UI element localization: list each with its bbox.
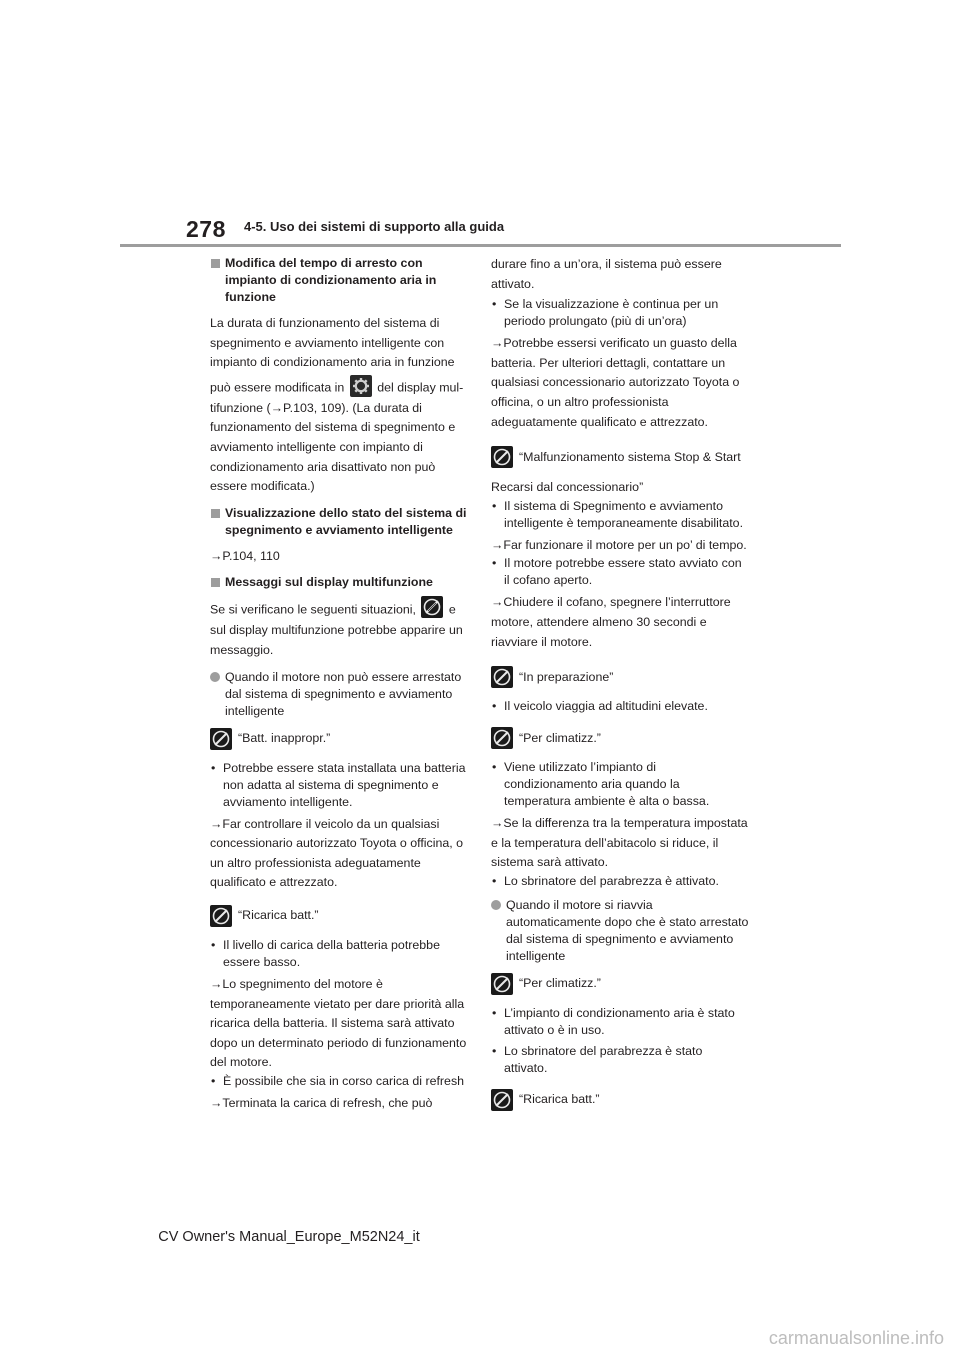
bullet-system-disabled: • Il sistema di Spegnimento e avviamento intelligente è temporaneamente disabilitato. (491, 498, 749, 532)
warning-icon (491, 666, 513, 688)
warning-icon (210, 728, 232, 750)
paragraph-messages-b: sul display multifunzione potrebbe apparire un messaggio. (210, 623, 463, 657)
square-bullet-icon (211, 259, 220, 268)
paragraph-page-ref: →P.104, 110 (210, 548, 280, 563)
gear-icon (350, 375, 372, 397)
warning-icon (491, 727, 513, 749)
remedy-check-vehicle: →Far controllare il veicolo da un qualsiasi concessionario autorizzato Toyota o officina, o un altro professionista adeguatamente qualificato e attrezzato. (210, 816, 464, 890)
heading-stop-time: Modifica del tempo di arresto con impianto di condizionamento aria in funzione (210, 255, 468, 306)
message-in-preparazione: “In preparazione” (491, 666, 749, 688)
heading-status-display: Visualizzazione dello stato del sistema di spegnimento e avviamento intelligente (210, 505, 468, 539)
bullet-defroster-on: • Lo sbrinatore del parabrezza è attivato. (491, 873, 749, 890)
bullet-charge-low: • Il livello di carica della batteria potrebbe essere basso. (210, 937, 468, 971)
heading-messages: Messaggi sul display multifunzione (210, 574, 468, 591)
message-per-climatizz-1: “Per climatizz.” (491, 727, 749, 749)
bullet-high-altitude: • Il veicolo viaggia ad altitudini elevate. (491, 698, 749, 715)
square-bullet-icon (211, 578, 220, 587)
paragraph-stop-time-a: La durata di funzionamento del sistema di spegnimento e avviamento intelligente con impianto di condizionamento aria in funzione (210, 316, 455, 370)
header-rule (120, 244, 841, 247)
bullet-continuous-display: • Se la visualizzazione è continua per un periodo prolungato (più di un’ora) (491, 296, 749, 330)
bullet-ac-in-use: • Viene utilizzato l’impianto di condizionamento aria quando la temperatura ambiente è alta o bassa. (491, 759, 749, 810)
remedy-run-engine: →Far funzionare il motore per un po’ di tempo. (491, 537, 747, 552)
page-number: 278 (186, 216, 226, 242)
footer-manual-id: CV Owner's Manual_Europe_M52N24_it (158, 1229, 420, 1245)
round-bullet-icon (210, 672, 220, 682)
bullet-hood-open: • Il motore potrebbe essere stato avviato con il cofano aperto. (491, 555, 749, 589)
square-bullet-icon (211, 509, 220, 518)
paragraph-messages-intro: Se si verificano le seguenti situazioni, e (210, 599, 468, 621)
warning-icon (210, 905, 232, 927)
round-bullet-icon (491, 900, 501, 910)
warning-icon (491, 1089, 513, 1111)
watermark: carmanualsonline.info (768, 1328, 944, 1348)
paragraph-stop-time-c: tifunzione (→P.103, 109). (La durata di funzionamento del sistema di spegnimento e avviamento intelligente con impianto di condizionamento aria disattivato non può essere modificata.) (210, 400, 456, 494)
remedy-refresh-end: →Terminata la carica di refresh, che può (210, 1095, 433, 1110)
bullet-ac-activated: • L’impianto di condizionamento aria è stato attivato o è in uso. (491, 1005, 749, 1039)
remedy-temperature-diff: →Se la differenza tra la temperatura impostata e la temperatura dell’abitacolo si riduce, il sistema sarà attivato. (491, 816, 748, 870)
message-batt-inappropr: “Batt. inappropr.” (210, 728, 468, 750)
message-ricarica-batt-2: “Ricarica batt.” (491, 1089, 749, 1111)
page-footer (0, 1229, 960, 1245)
dot-item-auto-restart: Quando il motore si riavvia automaticamente dopo che è stato arrestato dal sistema di spegnimento e avviamento intelligente (491, 897, 749, 965)
dot-item-engine-not-stop: Quando il motore non può essere arrestato dal sistema di spegnimento e avviamento intelligente (210, 669, 468, 720)
right-column (491, 255, 749, 1121)
paragraph-stop-time-b: può essere modificata in del display mul- (210, 377, 468, 399)
section-title: 4-5. Uso dei sistemi di supporto alla guida (244, 219, 505, 234)
message-ricarica-batt: “Ricarica batt.” (210, 905, 468, 927)
message-stop-start-malfunction-b: Recarsi dal concessionario” (491, 480, 644, 495)
left-column (210, 255, 468, 1113)
remedy-refresh-continued: durare fino a un’ora, il sistema può essere attivato. (491, 257, 722, 291)
warning-icon (421, 596, 443, 618)
page-header (0, 0, 960, 250)
bullet-battery-unsuitable: • Potrebbe essere stata installata una batteria non adatta al sistema di spegnimento e avviamento intelligente. (210, 760, 468, 811)
message-per-climatizz-2: “Per climatizz.” (491, 973, 749, 995)
remedy-charging-priority: →Lo spegnimento del motore è temporaneamente vietato per dare priorità alla ricarica della batteria. Il sistema sarà attivato dopo un determinato periodo di funzionamento del motore. (210, 976, 467, 1070)
message-stop-start-malfunction: “Malfunzionamento sistema Stop & Start (491, 446, 749, 468)
bullet-defroster-activated: • Lo sbrinatore del parabrezza è stato attivato. (491, 1043, 749, 1077)
warning-icon (491, 973, 513, 995)
remedy-close-hood: →Chiudere il cofano, spegnere l’interruttore motore, attendere almeno 30 secondi e riavviare il motore. (491, 595, 731, 649)
remedy-battery-fault: →Potrebbe essersi verificato un guasto della batteria. Per ulteriori dettagli, contattare un qualsiasi concessionario autorizzato Toyota o officina, o un altro professionista adeguatamente qualificato e attrezzato. (491, 336, 740, 429)
bullet-refresh-charge: • È possibile che sia in corso carica di refresh (210, 1073, 468, 1090)
warning-icon (491, 446, 513, 468)
